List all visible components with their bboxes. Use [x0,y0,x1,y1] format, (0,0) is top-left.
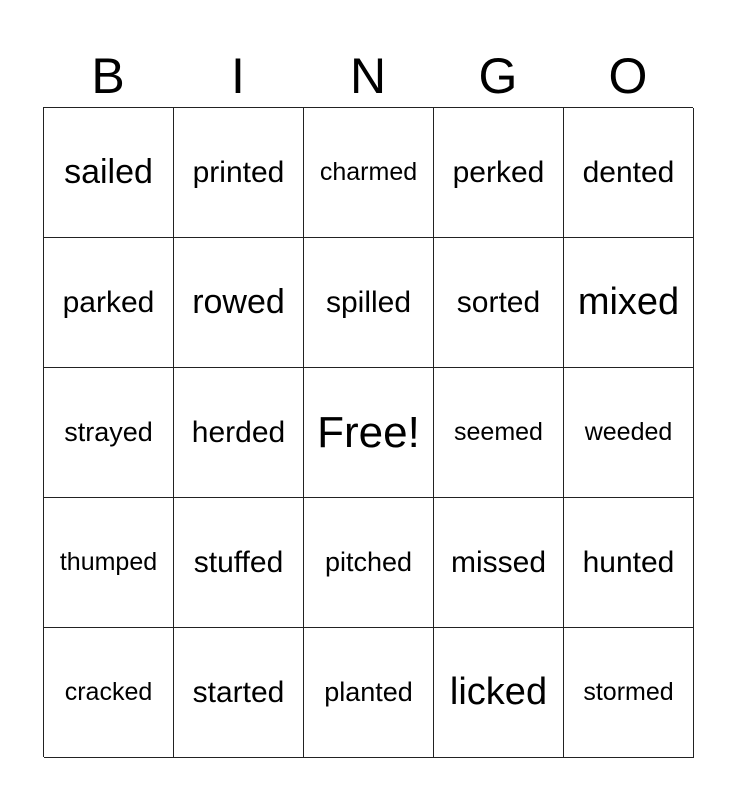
bingo-cell-r2c3[interactable]: spilled [304,238,434,368]
bingo-cell-r3c2[interactable]: herded [174,368,304,498]
bingo-cell-r4c3[interactable]: pitched [304,498,434,628]
bingo-cell-r5c3[interactable]: planted [304,628,434,758]
bingo-cell-r1c4[interactable]: perked [434,108,564,238]
bingo-cell-r1c2[interactable]: printed [174,108,304,238]
header-letter-g: G [478,48,518,104]
bingo-cell-r4c1[interactable]: thumped [44,498,174,628]
header-letter-i: I [231,48,245,104]
bingo-cell-r3c1[interactable]: strayed [44,368,174,498]
bingo-cell-r5c4[interactable]: licked [434,628,564,758]
bingo-cell-r4c4[interactable]: missed [434,498,564,628]
bingo-cell-r2c4[interactable]: sorted [434,238,564,368]
bingo-cell-r4c2[interactable]: stuffed [174,498,304,628]
bingo-cell-r2c2[interactable]: rowed [174,238,304,368]
bingo-cell-r5c2[interactable]: started [174,628,304,758]
bingo-cell-r1c1[interactable]: sailed [44,108,174,238]
bingo-header [43,44,693,108]
bingo-free-space[interactable]: Free! [304,368,434,498]
bingo-cell-r5c5[interactable]: stormed [564,628,694,758]
header-letter-o: O [608,48,648,104]
header-letter-n: N [349,48,387,104]
header-letter-b: B [91,48,125,104]
bingo-cell-r5c1[interactable]: cracked [44,628,174,758]
bingo-cell-r2c1[interactable]: parked [44,238,174,368]
bingo-cell-r4c5[interactable]: hunted [564,498,694,628]
bingo-cell-r3c5[interactable]: weeded [564,368,694,498]
bingo-cell-r2c5[interactable]: mixed [564,238,694,368]
bingo-cell-r1c5[interactable]: dented [564,108,694,238]
bingo-cell-r1c3[interactable]: charmed [304,108,434,238]
bingo-cell-r3c4[interactable]: seemed [434,368,564,498]
bingo-grid [43,107,693,757]
